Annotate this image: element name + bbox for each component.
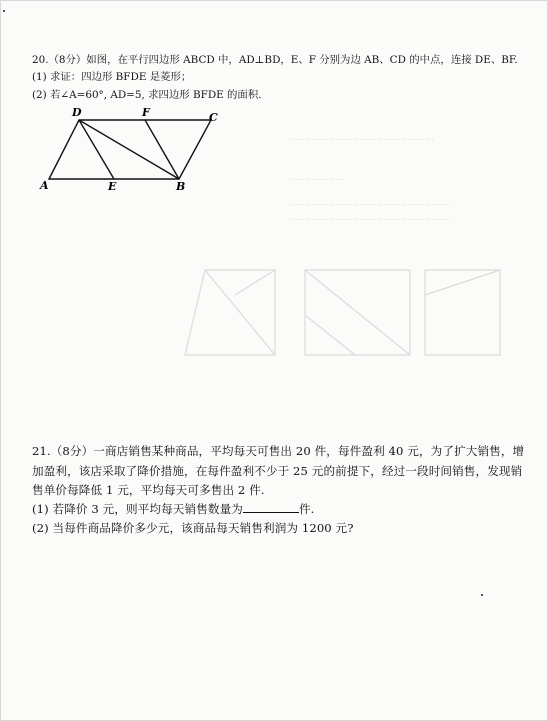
speck (481, 594, 483, 596)
speck (3, 10, 5, 12)
label-a: A (40, 179, 49, 192)
q21-part-1-text: (1) 若降价 3 元，则平均每天销售数量为 (32, 502, 243, 516)
q21-part-1 (32, 501, 314, 517)
parallelogram-figure (36, 107, 226, 197)
bleed-through-text: ⋯⋯⋯⋯⋯⋯⋯⋯⋯⋯⋯⋯⋯⋯⋯⋯⋯⋯ (290, 200, 452, 210)
label-b: B (176, 180, 186, 193)
q21-stem-line-2: 加盈利，该店采取了降价措施，在每件盈利不少于 25 元的前提下，经过一段时间销售，发现销 (32, 464, 523, 478)
label-c: C (209, 111, 218, 124)
q21-part-2: (2) 当每件商品降价多少元，该商品每天销售利润为 1200 元? (32, 521, 354, 535)
segment-bf (145, 120, 179, 179)
segment-de (79, 120, 114, 179)
label-f: F (142, 107, 150, 119)
bleed-through-text: ⋯⋯⋯⋯⋯⋯ (290, 175, 344, 185)
bleed-through-text: ⋯⋯⋯⋯⋯⋯⋯⋯⋯⋯⋯⋯⋯⋯⋯⋯⋯⋯ (290, 215, 452, 225)
answer-blank[interactable] (243, 502, 299, 513)
q21-stem-line-1: 21.（8分）一商店销售某种商品，平均每天可售出 20 件，每件盈利 40 元，为了扩大销售，增 (32, 444, 525, 458)
label-d: D (72, 107, 82, 119)
segment-db (79, 120, 179, 179)
q21-stem-line-3: 售单价每降低 1 元，平均每天可多售出 2 件. (32, 483, 265, 497)
label-e: E (108, 180, 117, 193)
q20-stem: 20.（8分）如图，在平行四边形 ABCD 中，AD⊥BD，E、F 分别为边 AB、CD 的中点，连接 DE、BF. (32, 54, 518, 66)
q20-part-1: (1) 求证：四边形 BFDE 是菱形； (32, 71, 192, 83)
bleed-through-figures (175, 255, 515, 375)
q20-part-2: (2) 若∠A=60°, AD=5, 求四边形 BFDE 的面积. (32, 89, 262, 101)
q21-part-1-unit: 件. (298, 502, 315, 516)
bleed-through-text: ⋯⋯⋯⋯⋯⋯⋯⋯⋯⋯⋯⋯⋯⋯⋯⋯ (290, 135, 434, 145)
